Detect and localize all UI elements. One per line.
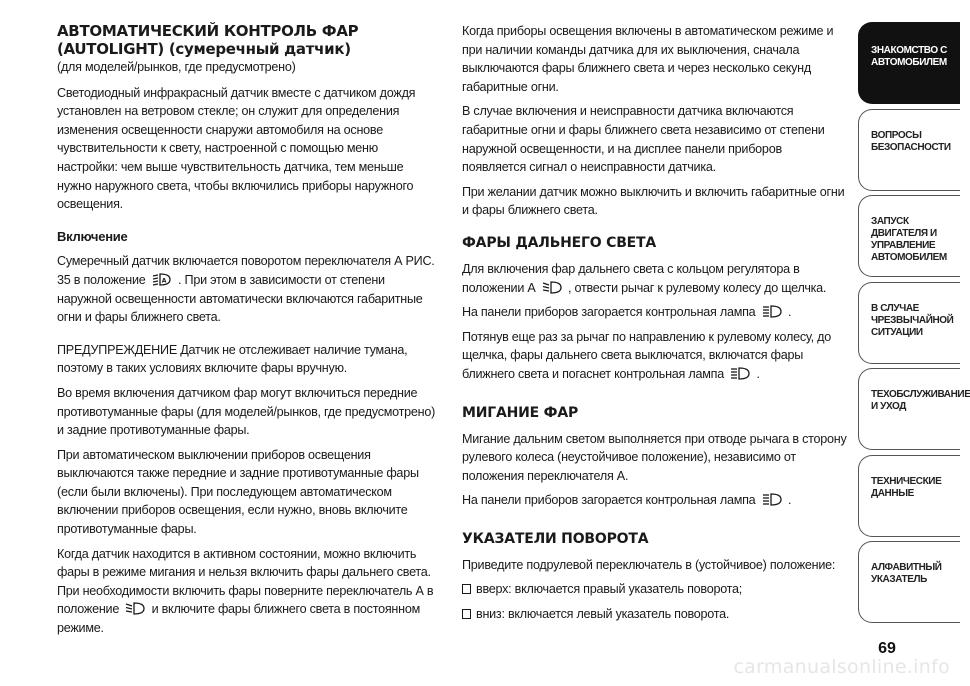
tab-starting-driving[interactable]: ЗАПУСК ДВИГАТЕЛЯ И УПРАВЛЕНИЕ АВТОМОБИЛЕМ <box>858 195 960 277</box>
low-beam-icon <box>542 280 562 295</box>
high-beam-icon <box>730 366 750 381</box>
tab-maintenance[interactable]: ТЕХОБСЛУЖИВАНИЕ И УХОД <box>858 368 960 450</box>
title-line-2: (AUTOLIGHT) (сумеречный датчик) <box>57 40 351 58</box>
high-beam-lamp-paragraph: На панели приборов загорается контрольная лампа . <box>462 305 792 320</box>
tab-index[interactable]: АЛФАВИТНЫЙ УКАЗАТЕЛЬ <box>858 541 960 623</box>
page-number: 69 <box>878 640 896 657</box>
page-title <box>57 22 437 58</box>
auto-mode-paragraph: Когда приборы освещения включены в автоматическом режиме и при наличии команды датчика для их выключения, сначала выключаются фары ближнего света и через несколько секунд габаритные огни. <box>462 24 834 94</box>
high-beam-icon <box>762 492 782 507</box>
sensor-disable-paragraph: При желании датчик можно выключить и включить габаритные огни и фары ближнего света. <box>462 184 845 218</box>
auto-headlight-icon <box>152 272 172 287</box>
models-note: (для моделей/рынков, где предусмотрено) <box>57 60 296 74</box>
activation-heading: Включение <box>57 228 128 244</box>
fog-lights-paragraph: Во время включения датчиком фар могут включиться передние противотуманные фары (для моделей/рынков, где предусмотрено) и задние противотуманные фары. <box>57 385 436 438</box>
auto-off-paragraph: При автоматическом выключении приборов освещения выключаются также передние и задние противотуманные фары (если были включены). При последующем автоматическом включении приборов освещения, если нужно, вновь включите противотуманные фары. <box>57 447 419 537</box>
warning-paragraph: ПРЕДУПРЕЖДЕНИЕ Датчик не отслеживает наличие тумана, поэтому в таких условиях включите фары вручную. <box>57 342 408 376</box>
watermark: carmanualsonline.info <box>733 656 950 678</box>
high-beam-icon <box>762 304 782 319</box>
right-column <box>462 22 847 630</box>
flash-paragraph: Мигание дальним светом выполняется при отводе рычага в сторону рулевого колеса (неустойчивое положение), независимо от положения переключателя А. <box>462 431 847 483</box>
sensor-description: Светодиодный инфракрасный датчик вместе с датчиком дождя установлен на ветровом стекле; он служит для определения изменения освещенности снаружи автомобиля на основе чувствительности к свету, настроенной с помощью меню настройки: чем выше чувствительность датчика, тем меньше нужно наружного света, чтобы включились приборы наружного освещения. <box>57 85 416 212</box>
left-column <box>57 22 437 644</box>
svg-text:A: A <box>161 277 166 285</box>
active-sensor-paragraph: Когда датчик находится в активном состоянии, можно включить фары в режиме мигания и нельзя включить фары дальнего света. При необходимости включить фары поверните переключатель А в положение и включите фары ближнего света в постоянном режиме. <box>57 546 434 636</box>
flash-lamp-paragraph: На панели приборов загорается контрольная лампа . <box>462 493 792 508</box>
checkbox-bullet-icon <box>462 609 471 619</box>
low-beam-icon <box>125 601 145 616</box>
high-beam-on-paragraph: Для включения фар дальнего света с кольцом регулятора в положении А , отвести рычаг к рулевому колесу до щелчка. <box>462 261 827 295</box>
activation-paragraph: Сумеречный датчик включается поворотом переключателя А РИС. 35 в положение A . При этом в зависимости от степени наружной освещенности автоматически включаются габаритные огни и фары ближнего света. <box>57 254 435 325</box>
chapter-tabs <box>858 22 970 628</box>
tab-emergency[interactable]: В СЛУЧАЕ ЧРЕЗВЫЧАЙНОЙ СИТУАЦИИ <box>858 282 960 364</box>
bullet-item-down: вниз: включается левый указатель поворота. <box>462 605 847 624</box>
checkbox-bullet-icon <box>462 584 471 594</box>
tab-technical-data[interactable]: ТЕХНИЧЕСКИЕ ДАННЫЕ <box>858 455 960 537</box>
high-beam-off-paragraph: Потянув еще раз за рычаг по направлению к рулевому колесу, до щелчка, фары дальнего света выключатся, включатся фары ближнего света и погаснет контрольная лампа . <box>462 329 832 381</box>
turn-signals-heading: УКАЗАТЕЛИ ПОВОРОТА <box>462 530 649 547</box>
turn-signals-paragraph: Приведите подрулевой переключатель в (устойчивое) положение: <box>462 557 836 572</box>
flash-heading: МИГАНИЕ ФАР <box>462 404 579 421</box>
bullet-item-up: вверх: включается правый указатель поворота; <box>462 580 847 599</box>
title-line-1: АВТОМАТИЧЕСКИЙ КОНТРОЛЬ ФАР <box>57 22 359 40</box>
high-beam-heading: ФАРЫ ДАЛЬНЕГО СВЕТА <box>462 234 657 251</box>
tab-vehicle-intro[interactable]: ЗНАКОМСТВО С АВТОМОБИЛЕМ <box>858 22 960 104</box>
sensor-fault-paragraph: В случае включения и неисправности датчика включаются габаритные огни и фары ближнего света независимо от степени наружной освещенности, и на дисплее панели приборов появляется сигнал о неисправности датчика. <box>462 104 825 175</box>
tab-safety[interactable]: ВОПРОСЫ БЕЗОПАСНОСТИ <box>858 109 960 191</box>
